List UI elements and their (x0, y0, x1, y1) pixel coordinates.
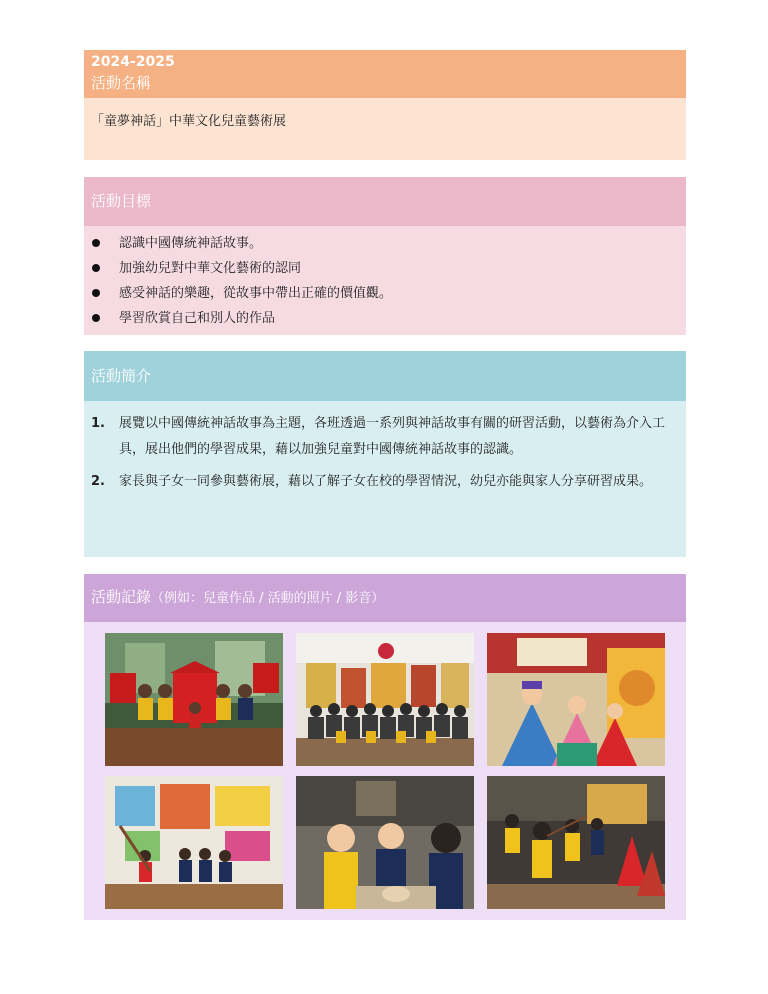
goal-item (84, 256, 686, 281)
photo-group-exhibition (296, 633, 474, 766)
goal-text: 學習欣賞自己和別人的作品 (119, 311, 276, 326)
intro-item (84, 469, 678, 495)
photo-children-costumes (487, 633, 665, 766)
activity-goals-body (84, 226, 686, 335)
photo-children-artwork-wall (105, 776, 283, 909)
goal-item (84, 306, 686, 331)
photo-image (487, 633, 665, 766)
photo-children-red-sedan (105, 633, 283, 766)
intro-item-text: 家長與子女一同參與藝術展，藉以了解子女在校的學習情況，幼兒亦能與家人分享研習成果。 (119, 474, 653, 489)
photo-image (487, 776, 665, 909)
activity-name-header (84, 50, 686, 98)
activity-name-body (84, 98, 686, 160)
intro-item (84, 411, 678, 463)
goals-list (84, 231, 686, 331)
bullet-icon (92, 239, 100, 247)
activity-record-title: 活動記錄 (91, 588, 152, 606)
photo-children-shadow-puppets (487, 776, 665, 909)
activity-record-body (84, 622, 686, 920)
photo-image (296, 776, 474, 909)
activity-intro-body (84, 401, 686, 557)
photo-children-painting (296, 776, 474, 909)
activity-goals-title: 活動目標 (91, 192, 152, 210)
photo-image (105, 633, 283, 766)
goal-item (84, 231, 686, 256)
intro-item-text: 展覽以中國傳統神話故事為主題，各班透過一系列與神話故事有關的研習活動，以藝術為介入工具，展出他們的學習成果，藉以加強兒童對中國傳統神話故事的認識。 (119, 416, 666, 457)
activity-intro-header (84, 351, 686, 401)
activity-record-note: （例如：兒童作品 / 活動的照片 / 影音） (151, 591, 385, 606)
activity-record-header (84, 574, 686, 622)
activity-name-section (84, 50, 686, 160)
school-year: 2024-2025 (91, 54, 175, 70)
bullet-icon (92, 289, 100, 297)
photo-image (105, 776, 283, 909)
activity-intro-section (84, 351, 686, 557)
bullet-icon (92, 264, 100, 272)
activity-name-value: 「童夢神話」中華文化兒童藝術展 (91, 114, 287, 129)
intro-item-number: 2. (91, 474, 105, 489)
activity-intro-title: 活動簡介 (91, 367, 152, 385)
photo-image (296, 633, 474, 766)
activity-record-section (84, 574, 686, 920)
intro-item-number: 1. (91, 416, 105, 431)
activity-name-title: 活動名稱 (91, 74, 152, 92)
bullet-icon (92, 314, 100, 322)
goal-text: 感受神話的樂趣，從故事中帶出正確的價值觀。 (119, 286, 393, 301)
goal-text: 認識中國傳統神話故事。 (119, 236, 263, 251)
goal-text: 加強幼兒對中華文化藝術的認同 (119, 261, 302, 276)
goal-item (84, 281, 686, 306)
activity-goals-section (84, 177, 686, 335)
intro-list (84, 411, 678, 495)
activity-goals-header (84, 177, 686, 226)
